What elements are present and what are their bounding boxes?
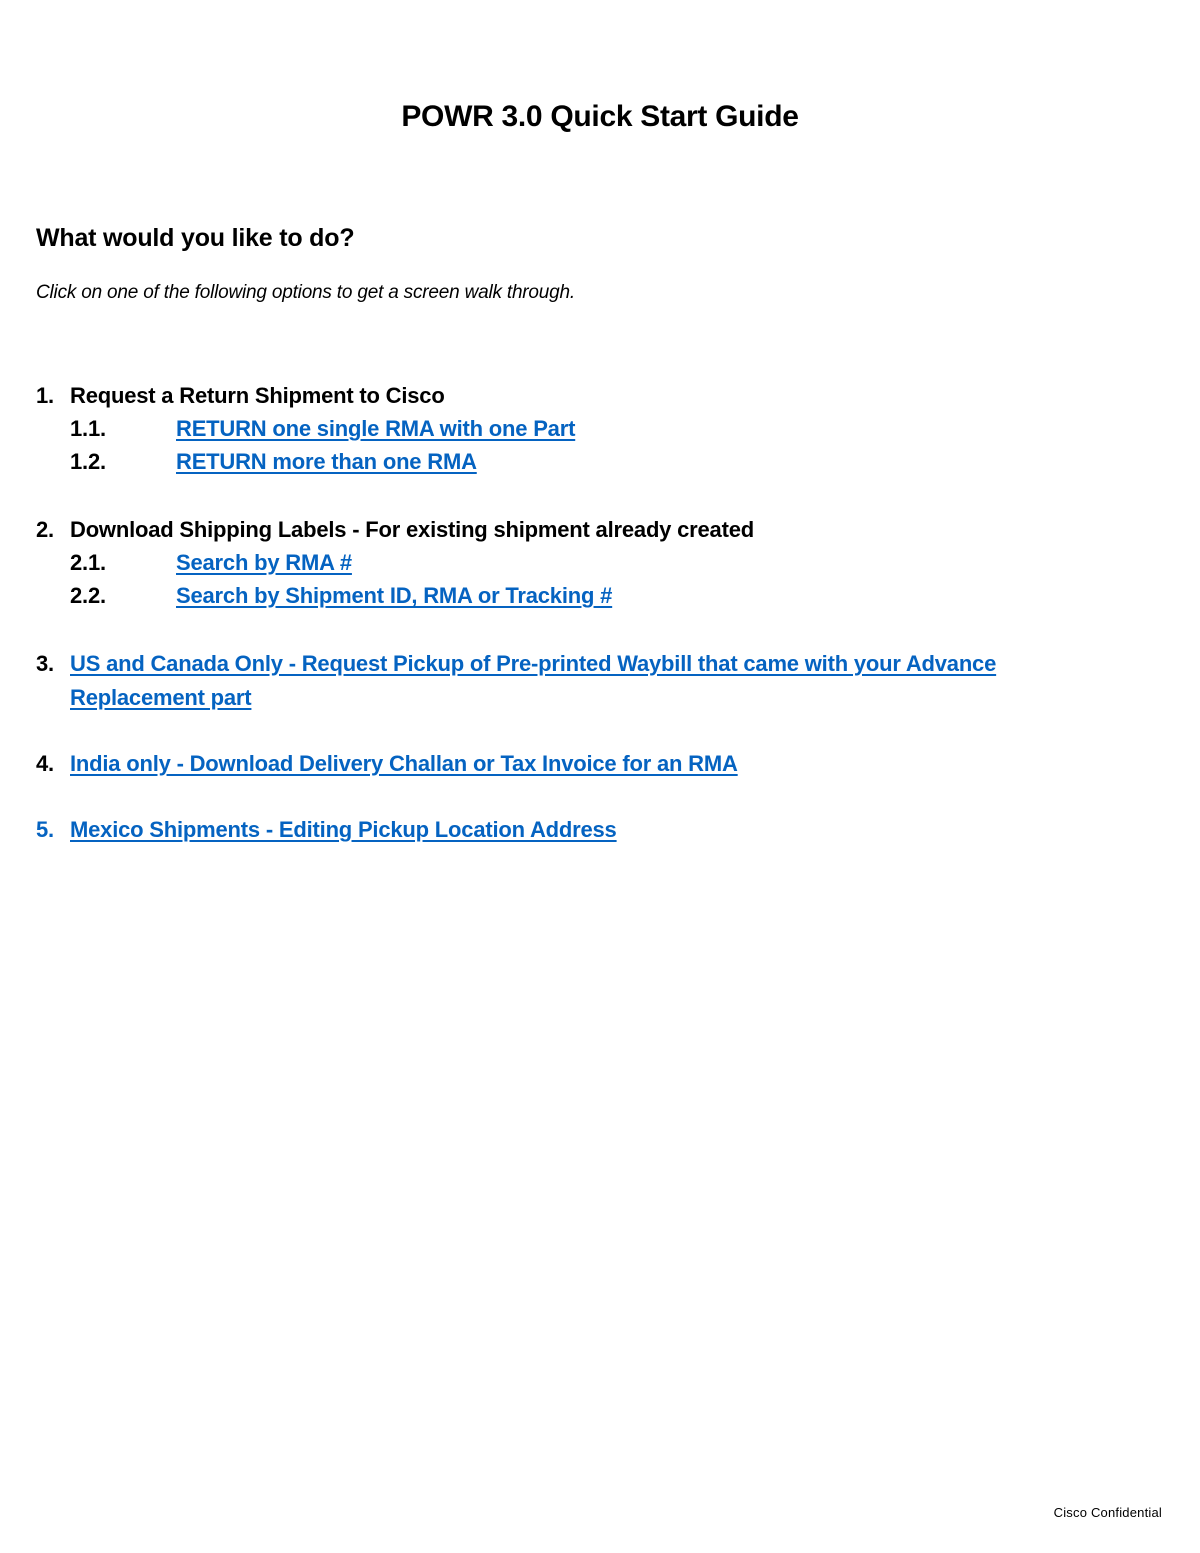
footer-confidential: Cisco Confidential	[1053, 1505, 1162, 1520]
search-by-shipment-id-link[interactable]: Search by Shipment ID, RMA or Tracking #	[176, 583, 613, 608]
list-item-number: 4.	[36, 751, 54, 776]
return-multiple-rma-link[interactable]: RETURN more than one RMA	[176, 449, 477, 474]
list-item-number: 2.	[36, 517, 54, 542]
list-item-label: Download Shipping Labels - For existing shipment already created	[70, 517, 754, 542]
sub-item-number: 1.1.	[70, 416, 106, 441]
list-item-number: 1.	[36, 383, 54, 408]
instruction-text: Click on one of the following options to get a screen walk through.	[36, 282, 575, 303]
list-item-label: Request a Return Shipment to Cisco	[70, 383, 445, 408]
list-item-number: 3.	[36, 651, 54, 676]
question-heading: What would you like to do?	[36, 224, 355, 252]
return-single-rma-link[interactable]: RETURN one single RMA with one Part	[176, 416, 576, 441]
us-canada-pickup-link-continued[interactable]: Replacement part	[70, 685, 252, 710]
sub-item-number: 1.2.	[70, 449, 106, 474]
us-canada-pickup-link[interactable]: US and Canada Only - Request Pickup of Pre-printed Waybill that came with your Advance	[70, 651, 997, 676]
mexico-shipments-link[interactable]: Mexico Shipments - Editing Pickup Location Address	[70, 817, 617, 842]
sub-item-number: 2.1.	[70, 550, 106, 575]
list-item-number: 5.	[36, 817, 54, 842]
india-delivery-challan-link[interactable]: India only - Download Delivery Challan or Tax Invoice for an RMA	[70, 751, 738, 776]
search-by-rma-link[interactable]: Search by RMA #	[176, 550, 352, 575]
document-title: POWR 3.0 Quick Start Guide	[401, 100, 799, 133]
sub-item-number: 2.2.	[70, 583, 106, 608]
